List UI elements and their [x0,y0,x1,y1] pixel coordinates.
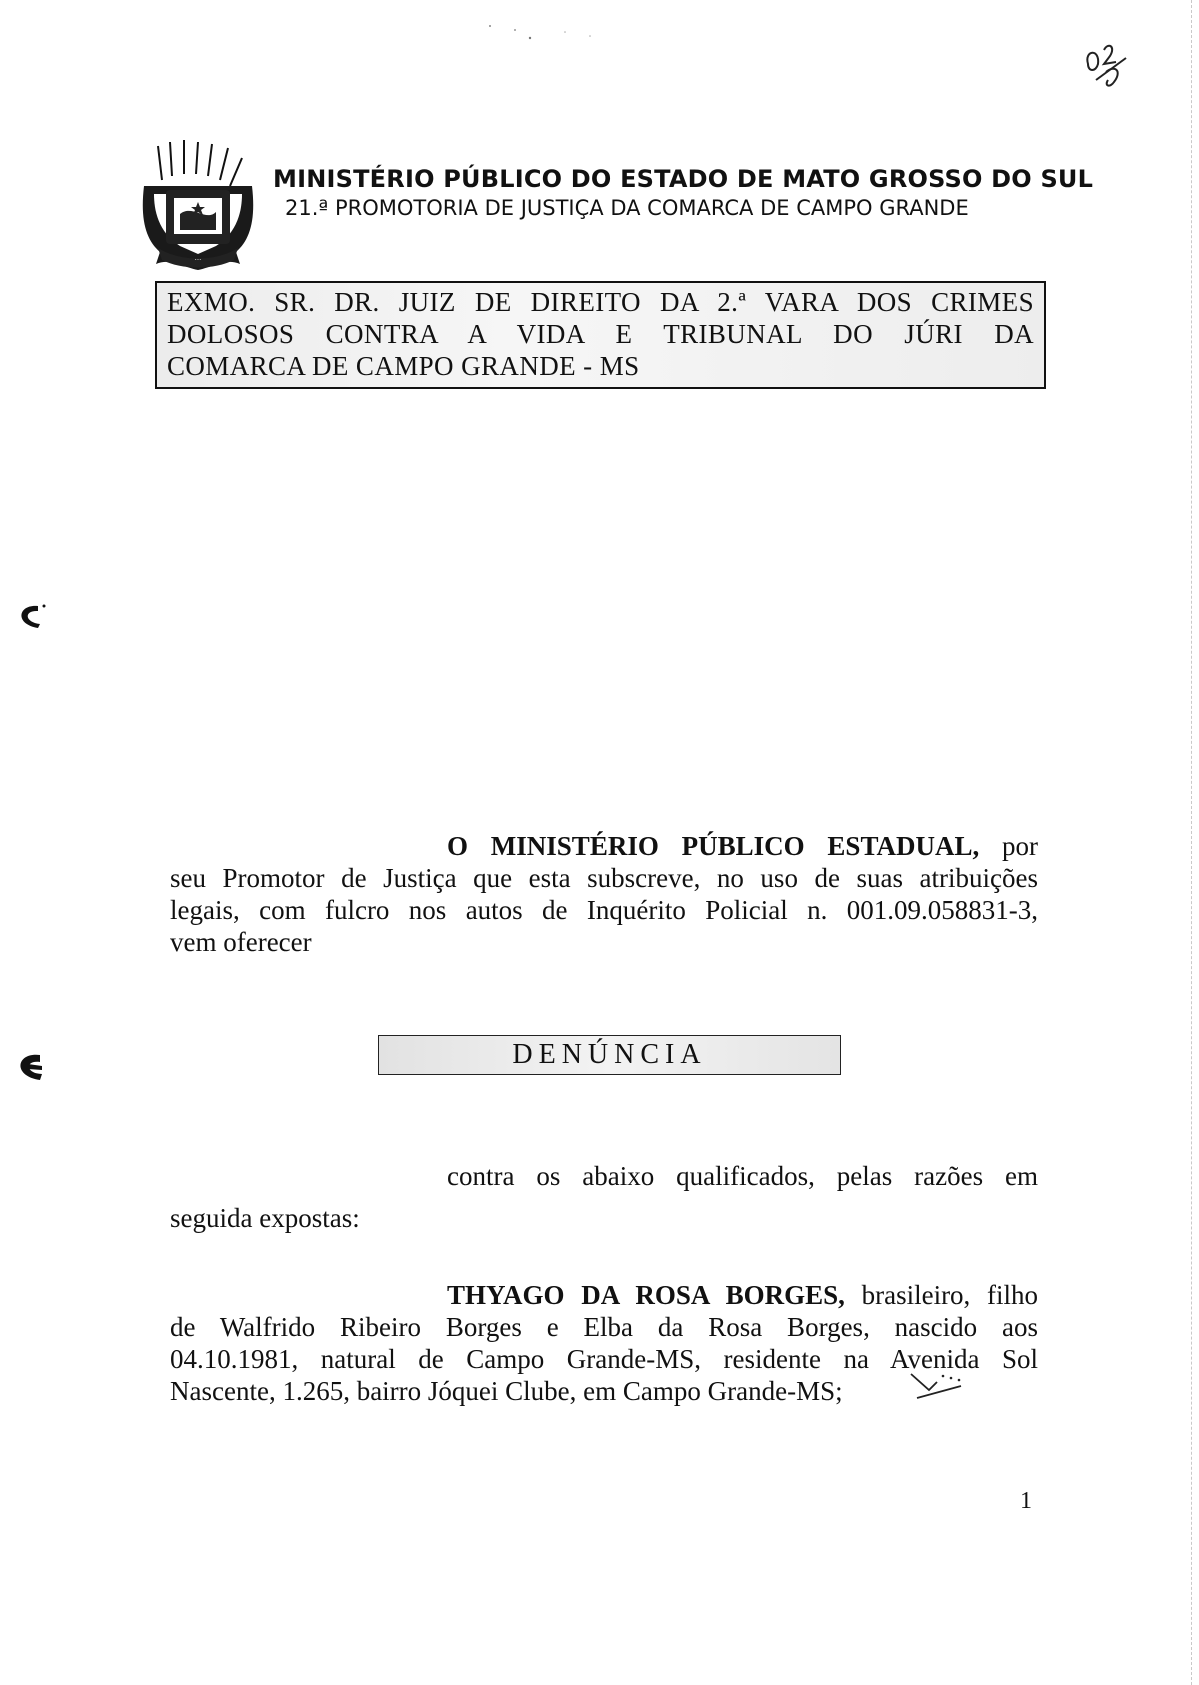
intro-line-rest: por [1002,831,1039,861]
defendant-name: THYAGO DA ROSA BORGES, [447,1280,845,1310]
addressee-box [155,281,1046,389]
defendant-line: Nascente, 1.265, bairro Jóquei Clube, em Campo Grande-MS; [170,1376,843,1406]
addressee-line: DOLOSOS CONTRA A VIDA E TRIBUNAL DO JÚRI DA [167,319,1034,349]
punch-hole-mark [8,600,48,634]
intro-line: seu Promotor de Justiça que esta subscreve, no uso de suas atribuições [170,863,1038,893]
prosecutor-subject: O MINISTÉRIO PÚBLICO ESTADUAL, [447,831,980,861]
page-number: 1 [1020,1488,1032,1514]
intro-paragraph [170,830,1038,958]
prosecutor-office-subtitle: 21.ª PROMOTORIA DE JUSTIÇA DA COMARCA DE CAMPO GRANDE [285,196,969,220]
defendant-line: 04.10.1981, natural de Campo Grande-MS, residente na Avenida Sol [170,1344,1038,1374]
handwritten-folio-mark [1082,36,1142,96]
addressee-line: EXMO. SR. DR. JUIZ DE DIREITO DA 2.ª VARA DOS CRIMES [167,287,1034,317]
scan-edge [1191,0,1193,1685]
defendant-line: de Walfrido Ribeiro Borges e Elba da Rosa Borges, nascido aos [170,1312,1038,1342]
against-paragraph [170,1160,1038,1234]
handwritten-initials [907,1368,967,1402]
intro-line: vem oferecer [170,927,312,957]
coat-of-arms-icon [140,140,258,276]
against-line [170,1160,1038,1192]
addressee-line: COMARCA DE CAMPO GRANDE - MS [167,351,640,381]
against-line-text: contra os abaixo qualificados, pelas razões em [447,1161,1038,1191]
scan-specks [470,18,630,48]
defendant-line [170,1279,1038,1311]
institution-title: MINISTÉRIO PÚBLICO DO ESTADO DE MATO GROSSO DO SUL [273,165,1094,193]
intro-line [170,830,1038,862]
denuncia-heading: DENÚNCIA [378,1035,841,1075]
svg-text:···: ··· [194,256,202,264]
defendant-line-rest: brasileiro, filho [861,1280,1038,1310]
punch-hole-mark [8,1050,48,1084]
against-line: seguida expostas: [170,1203,360,1233]
intro-line: legais, com fulcro nos autos de Inquérito Policial n. 001.09.058831-3, [170,895,1038,925]
